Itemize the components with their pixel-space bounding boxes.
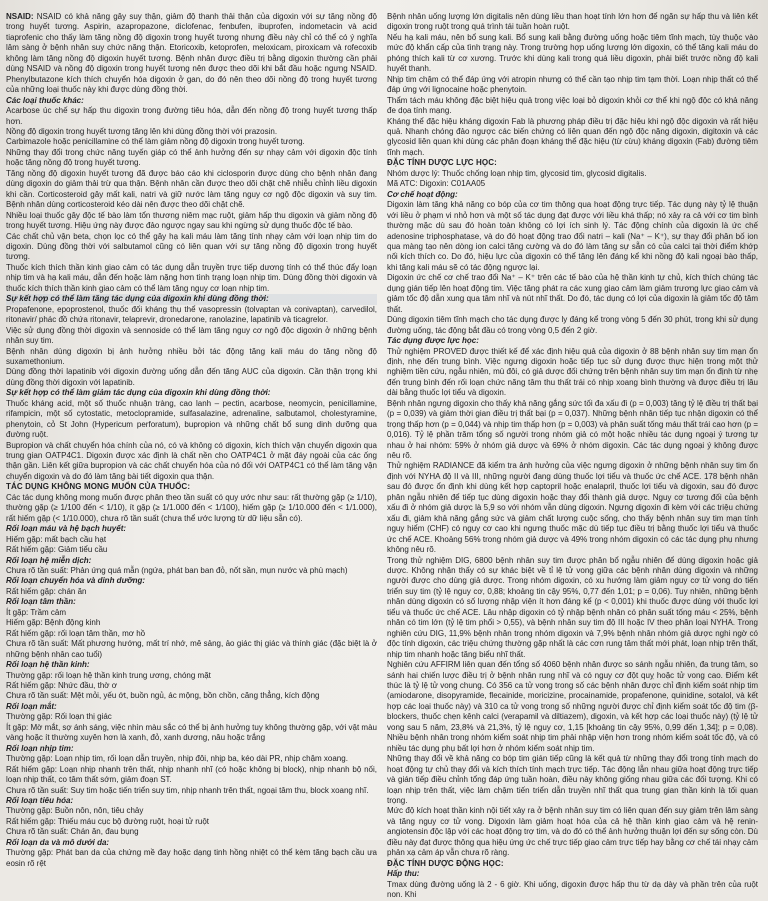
increase-paragraph: Bệnh nhân dùng digoxin bị ảnh hưởng nhiều bởi tác động tăng kali máu do tăng nồng độ suxamethonium.: [6, 346, 377, 366]
clinical-effect-heading: Tác dụng được lực học:: [387, 336, 479, 346]
trial-paragraph: Trong thử nghiệm DIG, 6800 bệnh nhân suy tim được phân bổ ngẫu nhiên để dùng digoxin hoặc giả dược. Không nhận thấy có sự khác biệt về tỉ lệ tử vong giữa các bệnh nhân dùng digoxin và những người được cho dùng giả dược. Trong nhóm digoxin, có xu hướng làm giảm nguy cơ tử vong do tiến triển suy tim (tỷ lệ nguy cơ, 0,88; khoảng tin cậy 95%, 0,77 đến 1,01; p = 0,06). Tuy nhiên, những bệnh nhân dùng digoxin có số lượng nhập viện ít hơn đáng kể (p < 0,001) khi thuốc được dùng với thuốc lợi tiểu và thuốc ức chế ACE. Lâu nhập digoxin có tỷ nhập bệnh nhân có phân suất tống máu < 25%, bệnh nhân có tim lớn (tỷ lệ tim phổi > 0,55), và bệnh nhân suy tim độ III hoặc IV theo phân loại NYHA. Trong nghiên cứu DIG, 11,9% bệnh nhân trong nhóm digoxin và 7,9% bệnh nhân nhóm giả dược nghi ngờ có độc tính digoxin, các triệu chứng thường gặp nhất là các cơn rung tâm thất mới phát, loạn nhịp trên thất, nhịp tim nhanh hoặc tăng biểu nhĩ thất.: [387, 555, 758, 659]
adverse-line: Thường gặp: Phát ban da của chứng mề đay hoặc dạng tinh hồng nhiệt có thể kèm tăng bạch cầu ưa eosin rõ rệt: [6, 848, 377, 868]
pharmacodynamics-heading: ĐẶC TÍNH DƯỢC LỰC HỌC:: [387, 158, 497, 168]
other-drug-paragraph: Thuốc kích thích thần kinh giao cảm có tác dụng dẫn truyền trực tiếp dương tính có thể thúc đẩy loạn nhịp tim và hạ kali máu, dẫn đến hoặc làm nặng hơn tình trạng loạn nhịp tim. Dùng đồng thời digoxin và thuốc kích thích thần kinh giao cảm có thể làm tăng nguy cơ loạn nhịp tim.: [6, 262, 377, 293]
overdose-paragraph: Thẩm tách máu không đặc biệt hiệu quả trong việc loại bỏ digoxin khỏi cơ thể khi ngộ độc có khả năng đe dọa tính mạng.: [387, 95, 758, 116]
adverse-line: Chưa rõ tần suất: Suy tim hoặc tiến triển suy tim, nhịp nhanh trên thất, ngoại tâm thu, block xoang nhĩ.: [6, 785, 369, 795]
absorption-text: Tmax dùng đường uống là 2 - 6 giờ. Khi uống, digoxin được hấp thu từ dạ dày và phần trên của ruột non. Khi: [387, 879, 758, 900]
adverse-effects-intro: Các tác dụng không mong muốn được phân theo tần suất có quy ước như sau: rất thường gặp (≥ 1/10), thường gặp (≥ 1/100 đến < 1/10), ít gặp (≥ 1/1.000 đến < 1/100), hiếm gặp (≥ 1/10.000 đến < 1/1.000), rất hiếm gặp (< 1/10.000), chưa rõ tần suất (chưa thể ước lượng từ dữ liệu sẵn có).: [6, 492, 377, 523]
other-drug-paragraph: Các chất chủ vận beta, chọn lọc có thể gây hạ kali máu làm tăng tính nhạy cảm với loạn nhịp tim do digoxin. Dùng đồng thời với salbutamol cũng có liên quan với sự tăng nồng độ digoxin trong huyết tương.: [6, 231, 377, 262]
adverse-line: Chưa rõ tần suất: Chán ăn, đau bụng: [6, 827, 139, 837]
overdose-paragraph: Nếu hạ kali máu, nên bổ sung kali. Bổ sung kali bằng đường uống hoặc tiêm tĩnh mạch, tùy thuộc vào mức độ khẩn cấp của tình trạng này. Trong trường hợp uống lượng lớn digoxin, có thể tăng kali máu do phóng thích kali từ cơ xương. Trước khi dùng kali trong quá liều digoxin, phải biết trước nồng độ kali huyết thanh.: [387, 32, 758, 74]
adverse-line: Rất hiếm gặp: Loạn nhịp nhanh trên thất, nhịp nhanh nhĩ (có hoặc không bị block), nhịp nhanh bộ nối, loạn nhịp thất, co tâm thất sớm, giảm đoạn ST.: [6, 764, 377, 785]
other-drug-paragraph: Tăng nồng độ digoxin huyết tương đã được báo cáo khi ciclosporin được dùng cho bệnh nhân đang dùng digoxin do giảm thải trừ qua thận. Bệnh nhân cần được theo dõi chặt chẽ nhiễu chỉnh liều digoxin khi cần. Corticosteroid gây mất kali, natri và giữ nước làm tăng nguy cơ ngộ độc digoxin và suy tim. Bệnh nhân dùng corticosteroid kéo dài nên được theo dõi chặt chẽ.: [6, 168, 377, 210]
adverse-line: Hiếm gặp: mất bạch cầu hạt: [6, 534, 107, 544]
other-drug-paragraph: Acarbose úc chế sự hấp thu digoxin trong đường tiêu hóa, dẫn đến nồng độ trong huyết tương thấp hơn.: [6, 106, 377, 126]
other-drug-paragraph: Nồng độ digoxin trong huyết tương tăng lên khi dùng đồng thời với prazosin.: [6, 126, 278, 136]
decrease-effect-text: Thuốc kháng acid, một số thuốc nhuận tràng, cao lanh – pectin, acarbose, neomycin, penicillamine, rifampicin, một số cytostatic, metoclopramide, sulfasalazine, adrenaline, salbutamol, cholestyramine, phenytoin, cỏ St John (Hypericum perforatum), bupropion và những chất bổ sung dinh dưỡng qua đường ruột.: [6, 398, 377, 440]
adverse-line: Thường gặp: Buồn nôn, nôn, tiêu chảy: [6, 806, 144, 816]
decrease-effect-heading: Sự kết hợp có thể làm giảm tác dụng của digoxin khi dùng đồng thời:: [6, 388, 271, 398]
mechanism-heading: Cơ chế hoạt động:: [387, 189, 458, 199]
adverse-line: Rất hiếm gặp: rối loạn tâm thần, mơ hồ: [6, 628, 146, 638]
mechanism-paragraph: Digoxin ức chế cơ chế trao đổi Na⁺ – K⁺ trên các tế bào của hệ thần kinh tự chủ, kích thích chúng tác dụng gián tiếp lên hoạt động tim. Việc tăng phát ra các xung giao cảm làm giảm trương lực giao cảm và giảm tốc độ dẫn xung qua tâm nhĩ và nút nhĩ thất. Do đó, tác dụng có lợi của digoxin là giảm tốc độ tâm thất.: [387, 273, 758, 314]
left-column: [6, 12, 377, 868]
adverse-group-title: Rối loạn máu và hệ bạch huyết:: [6, 524, 127, 534]
right-column: [387, 12, 758, 900]
mechanism-paragraph: Dùng digoxin tiêm tĩnh mạch cho tác dụng được ly đáng kể trong vòng 5 đến 30 phút, trong khi sử dụng đường uống, tác động bắt đầu có trong vòng 0,5 đến 2 giờ.: [387, 315, 758, 335]
adverse-group-nervous: [6, 660, 377, 702]
adverse-line: Rất hiếm gặp: Nhức đầu, thờ ơ: [6, 681, 118, 690]
trial-paragraph: Mức độ kích hoạt thần kinh nội tiết xảy ra ở bệnh nhân suy tim có liên quan đến suy giảm trên lâm sàng và tăng nguy cơ tử vong. Digoxin làm giảm hoạt hóa của cả hệ thần kinh giao cảm và hệ renin-angiotensin độc lập với các hoạt động trợ tim, và do đó có thể ảnh hưởng thuận lợi đến sự sống còn. Dù điều này đạt được thông qua hiệu ứng ức chế trực tiếp giao cảm trực tiếp hay bằng cơ chế tái nhạy cảm phản xạ cảm áp vẫn chưa rõ ràng.: [387, 806, 758, 858]
adverse-line: Ít gặp: Mờ mắt, sợ ánh sáng, việc nhìn màu sắc có thể bị ảnh hưởng tuy không thường gặp, với vật màu vàng hoặc ít thường xuyên hơn là xanh, đỏ, xanh dương, nâu hoặc trắng: [6, 722, 377, 743]
nsaid-text: NSAID có khả năng gây suy thận, giảm độ thanh thải thận của digoxin với sự tăng nồng độ trong huyết tương. Aspirin, azapropazone, diclofenac, fenbufen, ibuprofen, indometacin và acid tiaprofenic cho thấy làm tăng nồng độ digoxin trong huyết tương nhưng điều này chỉ có thể có ý nghĩa lâm sàng ở bệnh nhân suy chức năng thận. Etoricoxib, ketoprofen, meloxicam, piroxicam và rofecoxib không làm tăng nồng độ digoxin huyết tương. Bệnh nhân được điều trị bằng digoxin thường cần phải dùng NSAID và nồng độ digoxin trong huyết tương nên được theo dõi khi bắt đầu hoặc ngưng NSAID. Phenylbutazone kích thích chuyển hóa digoxin ở gan, do đó nên theo dõi nồng độ trong huyết tương của những loại thuốc này khi được dùng đồng thời.: [6, 12, 377, 95]
overdose-paragraph: Nhịp tim chậm có thể đáp ứng với atropin nhưng có thể cần tạo nhịp tim tạm thời. Loạn nhịp thất có thể đáp ứng với lignocaine hoặc phenytoin.: [387, 74, 758, 95]
trial-paragraph: Những thay đổi về khả năng co bóp tim gián tiếp cũng là kết quả từ những thay đổi trong tính mạch do hoạt động tự chủ thay đổi và kích thích tính mạch trực tiếp. Tác động lẫn nhau giữa hoạt động trực tiếp và gián tiếp điều chỉnh tổng đáp ứng tuần hoàn, điều này không giống nhau giữa các đối tượng. Khi có loạn nhịp trên thất, việc làm chậm tiến triển dẫn truyền nhĩ thất qua trung gian thần kinh là tối quan trọng.: [387, 754, 758, 805]
adverse-group-title: Rối loạn chuyển hóa và dinh dưỡng:: [6, 576, 146, 586]
trial-paragraph: Thử nghiệm PROVED được thiết kế để xác định hiệu quả của digoxin ở 88 bệnh nhân suy tim mạn ổn định, nhẹ đến trung bình. Việc ngưng digoxin hoặc tiếp tục sử dụng được thực hiện trong một thử nghiệm tiền cứu, ngẫu nhiên, mù đôi, có giả dược đối chứng trên bệnh nhân suy tim mạn ổn định từ nhẹ đến trung bình đến rối loạn chức năng tâm thu thất trái có nhịp xoang bình thường và được điều trị lâu dài bằng thuốc lợi tiểu và digoxin.: [387, 346, 758, 398]
overdose-paragraph: Kháng thể đặc hiệu kháng digoxin Fab là phương pháp điều trị đặc hiệu khi ngộ độc digoxin và rất hiệu quả. Nhanh chóng đảo ngược các biến chứng có liên quan đến ngộ độc nặng digoxin, digitoxin và các glycosid liên quan khi dùng các phân đoạn kháng thể đặc hiệu (từ cừu) kháng digoxin (Fab) đường tiêm tĩnh mạch.: [387, 116, 758, 157]
other-drug-paragraph: Những thay đổi trong chức năng tuyến giáp có thể ảnh hưởng đến sự nhạy cảm với digoxin độc tính hoặc tăng nồng độ trong huyết tương.: [6, 147, 377, 168]
adverse-group-title: Rối loạn mắt:: [6, 701, 57, 711]
adverse-group-blood: [6, 524, 377, 555]
adverse-group-title: Rối loạn da và mô dưới da:: [6, 837, 110, 847]
overdose-paragraph: Bệnh nhân uống lượng lớn digitalis nên dùng liều than hoạt tính lớn hơn để ngăn sự hấp thu và liên kết digoxin trong ruột trong quá trình tái tuần hoàn ruột.: [387, 12, 758, 32]
other-drug-paragraph: Carbimazole hoặc penicillamine có thể làm giảm nồng độ digoxin trong huyết tương.: [6, 137, 305, 147]
atc-code: Mã ATC: Digoxin: C01AA05: [387, 179, 486, 189]
adverse-group-title: Rối loạn hệ miễn dịch:: [6, 555, 92, 565]
adverse-group-metabolism: [6, 576, 377, 597]
bupropion-paragraph: Bupropion và chất chuyển hóa chính của nó, có và không có digoxin, kích thích vận chuyển digoxin qua trung gian OATP4C1. Digoxin được xác định là chất nền cho OATP4C1 ở mặt đáy ngoài của các ống thận gần. Liên kết giữa bupropion và các chất chuyển hóa của nó đối với OATP4C1 có thể làm tăng vận chuyển digoxin và do đó làm tăng bài tiết digoxin qua thận.: [6, 440, 377, 481]
adverse-line: Rất hiếm gặp: Giảm tiểu cầu: [6, 545, 108, 555]
adverse-group-gastro: [6, 796, 377, 838]
adverse-group-cardiac: [6, 744, 377, 796]
adverse-group-title: Rối loạn tâm thần:: [6, 597, 76, 607]
trial-paragraph: Nghiên cứu AFFIRM liên quan đến tổng số 4060 bệnh nhân được so sánh ngẫu nhiên, đa trung tâm, so sánh hai chiến lược điều trị ở bệnh nhân rung nhĩ và có nguy cơ đột quỵ hoặc tử vong cao. Điểm kết thúc là tỷ lệ tử vong chung. Có 356 ca tử vong trong số các bệnh nhân được chỉ định kiểm soát nhịp tim (amiodarone, disopyramide, flecainide, moricizine, procainamide, propafenone, quinidine, sotalol, và kết hợp các loại thuốc này) và 310 ca tử vong trong số những người được chỉ định kiểm soát tốc độ tim (β-blockers, thuốc chẹn kênh calci (verapamil và diltiazem), digoxin, và kết hợp các loại thuốc này) (tỷ lệ tử vong sau 5 năm, 23,8% và 21,3%, tỷ lệ nguy cơ, 1,15 [khoảng tin cậy 95%, 0,99 đến 1,34]; p = 0,08). Nhiều bệnh nhân trong nhóm kiểm soát nhịp tim phải nhập viện hơn trong nhóm kiểm soát tốc độ, và có nhiều tác dụng phụ bất lợi hơn ở nhóm kiểm soát nhịp tim.: [387, 660, 758, 753]
adverse-line: Chưa rõ tần suất: Mệt mỏi, yếu ớt, buồn ngủ, ác mộng, bồn chồn, căng thẳng, kích động: [6, 691, 320, 701]
pharmacologic-group: Nhóm dược lý: Thuốc chống loạn nhịp tim, glycosid tim, glycosid digitalis.: [387, 168, 647, 178]
trial-paragraph: Bệnh nhân ngưng digoxin cho thấy khả năng gắng sức tối đa xấu đi (p = 0,003) tăng tỷ lệ điều trị thất bại (p = 0,039) và giảm thời gian điều trị thất bại (p = 0,037). Những bệnh nhân tiếp tục nhận digoxin có thể trọng thấp hơn (p = 0,044) và nhịp tim thấp hơn (p = 0,003) và phân suất tống máu thất trái cao hơn (p = 0,016). Tỷ lệ phần trăm tổng số người trong nhóm giả có một hoặc nhiều tác dụng ngoại ý tương tự nhau ở hai nhóm: 59% ở nhóm giả dược và 69% ở nhóm digoxin. Các tác dụng ngoại ý không được nêu rõ.: [387, 398, 758, 461]
increase-paragraph: Việc sử dụng đồng thời digoxin và sennoside có thể làm tăng nguy cơ ngộ độc digoxin ở những bệnh nhân suy tim.: [6, 325, 377, 346]
adverse-effects-heading: TÁC DỤNG KHÔNG MONG MUỐN CỦA THUỐC:: [6, 482, 191, 492]
adverse-group-immune: [6, 556, 377, 577]
adverse-line: Rất hiếm gặp: chán ăn: [6, 586, 87, 596]
adverse-group-title: Rối loạn nhịp tim:: [6, 743, 74, 753]
pharmacokinetics-heading: ĐẶC TÍNH DƯỢC ĐỘNG HỌC:: [387, 858, 504, 868]
adverse-line: Hiếm gặp: Bệnh động kinh: [6, 618, 101, 628]
adverse-group-title: Rối loạn tiêu hóa:: [6, 795, 74, 805]
adverse-line: Thường gặp: Rối loạn thị giác: [6, 712, 112, 722]
adverse-line: Ít gặp: Trầm cảm: [6, 607, 67, 617]
other-drug-paragraph: Nhiều loại thuốc gây độc tế bào làm tổn thương niêm mạc ruột, giảm hấp thu digoxin và giảm nồng độ trong huyết tương. Hiệu ứng này được đảo ngược ngay sau khi ngừng sử dụng thuốc độc tế bào.: [6, 210, 377, 231]
other-drugs-heading: Các loại thuốc khác:: [6, 95, 84, 105]
nsaid-lead: NSAID:: [6, 12, 34, 21]
adverse-group-skin: [6, 838, 377, 869]
absorption-heading: Hấp thu:: [387, 869, 420, 879]
increase-effect-text: Propafenone, epoprostenol, thuốc đối kháng thụ thể vasopressin (tolvaptan và conivaptan), carvedilol, ritonavir/ phác đồ chứa ritonavir, telaprevir, dronedarone, ranolazine, lapatinib và ticagrelor.: [6, 304, 377, 325]
adverse-line: Chưa rõ tần suất: Phản ứng quá mẫn (ngứa, phát ban ban đỏ, nốt sần, mụn nước và phù mạch): [6, 566, 348, 576]
adverse-line: Chưa rõ tần suất: Mất phương hướng, mất trí nhớ, mê sảng, ảo giác thị giác và thính giác (đặc biệt là ở những bệnh nhân cao tuổi): [6, 639, 377, 659]
adverse-line: Rất hiếm gặp: Thiếu máu cục bộ đường ruột, hoại tử ruột: [6, 816, 210, 826]
nsaid-paragraph: [6, 12, 377, 96]
trial-paragraph: Thử nghiệm RADIANCE đã kiểm tra ảnh hưởng của việc ngưng digoxin ở những bệnh nhân suy tim ổn định với NYHA độ II và III, những người đang dùng thuốc lợi tiểu và thuốc ức chế ACE. 178 bệnh nhân sau đó được ổn định khi dùng kết hợp captopril hoặc enalapril, thuốc lợi tiểu và digoxin, sau đó được phân ngẫu nhiên để tiếp tục dùng digoxin hoặc thay đổi thành giả dược. Nguy cơ tương đối của bệnh xấu đi ở nhóm giả dược là 5,9 so với nhóm vẫn dùng digoxin. Ngưng digoxin đi kèm với các triệu chứng xấu đi, giảm khả năng gắng sức và giảm chất lượng cuộc sống, cho thấy bệnh nhân suy tim mạn tính nguy hiểm (CHF) có nguy cơ cao khi ngưng thuốc mặc dù tiếp tục điều trị bằng thuốc lợi tiểu và thuốc ức chế ACE. Khoảng 56% trong nhóm giả dược và 49% trong nhóm digoxin có các tác dụng phụ nhưng không nêu rõ.: [387, 461, 758, 555]
adverse-line: Thường gặp: rối loạn hệ thần kinh trung ương, chóng mặt: [6, 670, 211, 680]
adverse-group-eye: [6, 702, 377, 744]
increase-effect-heading: Sự kết hợp có thể làm tăng tác dụng của digoxin khi dùng đồng thời:: [6, 294, 377, 304]
increase-paragraph: Dùng đồng thời lapatinib với digoxin đường uống dẫn đến tăng AUC của digoxin. Cần thận trọng khi dùng đồng thời digoxin với lapatinib.: [6, 367, 377, 387]
adverse-group-psychiatric: [6, 597, 377, 660]
mechanism-paragraph: Digoxin làm tăng khả năng co bóp của cơ tim thông qua hoạt động trực tiếp. Tác dụng này tỷ lệ thuận với liều ở phạm vi nhỏ hơn và một số tác dụng đạt được với liều khá thấp; nó xảy ra cả với cơ tim bình thường mặc dù sau đó hoàn toàn không có lợi ích sinh lý. Tác động chính của digoxin là ức chế adenosine triphosphatase, và do đó hoạt động trao đổi natri – kali (Na⁺ – K⁺), sự thay đổi phân bố ion qua màng tạo nên dòng ion calci tăng cường và do đó làm tăng sự sẵn có của calci tại thời điểm khớp nối kích thích co. Do đó, hiệu lực của digoxin có thể tăng lên đáng kể khi nồng độ kali ngoại bào thấp, khi tăng kali máu sẽ có tác động ngược lại.: [387, 200, 758, 272]
adverse-line: Thường gặp: Loạn nhịp tim, rối loạn dẫn truyền, nhịp đôi, nhịp ba, kéo dài PR, nhịp chậm xoang.: [6, 754, 348, 764]
adverse-group-title: Rối loạn hệ thần kinh:: [6, 660, 90, 670]
